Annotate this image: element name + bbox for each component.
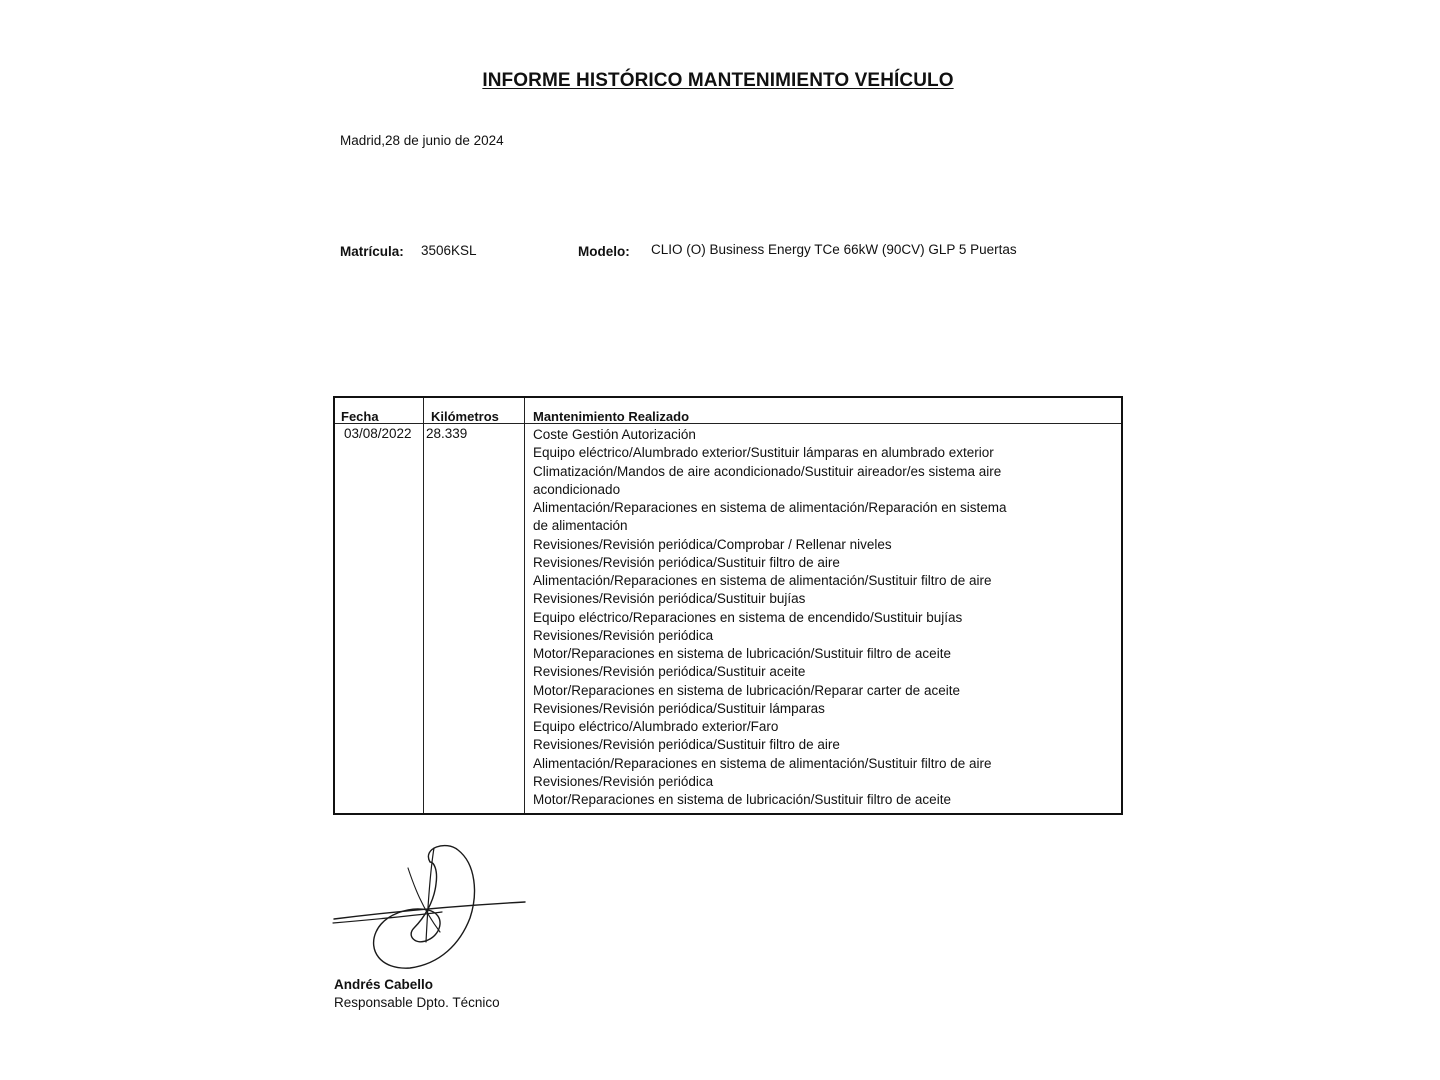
cell-km: 28.339 <box>426 426 468 441</box>
signatory-role: Responsable Dpto. Técnico <box>334 995 500 1010</box>
maintenance-item: Revisiones/Revisión periódica/Comprobar / Rellenar niveles <box>533 536 892 552</box>
maintenance-item: Equipo eléctrico/Alumbrado exterior/Sustituir lámparas en alumbrado exterior <box>533 445 994 461</box>
maintenance-item: Revisiones/Revisión periódica/Sustituir filtro de aire <box>533 737 840 753</box>
signatory-name: Andrés Cabello <box>334 977 434 992</box>
plate-value: 3506KSL <box>421 243 477 258</box>
maintenance-item: acondicionado <box>533 481 621 497</box>
maintenance-item: Coste Gestión Autorización <box>533 427 696 442</box>
handwritten-signature <box>330 842 530 972</box>
maintenance-item: Motor/Reparaciones en sistema de lubricación/Sustituir filtro de aceite <box>533 646 951 661</box>
header-km: Kilómetros <box>431 409 499 424</box>
maintenance-item: Revisiones/Revisión periódica <box>533 627 714 643</box>
maintenance-items-list <box>533 426 1023 809</box>
maintenance-item: Revisiones/Revisión periódica/Sustituir aceite <box>533 664 806 680</box>
maintenance-item: Revisiones/Revisión periódica/Sustituir lámparas <box>533 700 825 716</box>
maintenance-item: Alimentación/Reparaciones en sistema de alimentación/Reparación en sistema <box>533 500 1007 515</box>
maintenance-item: de alimentación <box>533 518 628 534</box>
header-date: Fecha <box>341 409 379 424</box>
maintenance-item: Motor/Reparaciones en sistema de lubricación/Sustituir filtro de aceite <box>533 792 951 807</box>
place-date: Madrid,28 de junio de 2024 <box>340 133 504 148</box>
maintenance-item: Equipo eléctrico/Reparaciones en sistema de encendido/Sustituir bujías <box>533 609 963 625</box>
maintenance-item: Equipo eléctrico/Alumbrado exterior/Faro <box>533 719 779 734</box>
column-divider <box>423 398 424 813</box>
maintenance-item: Revisiones/Revisión periódica/Sustituir filtro de aire <box>533 554 840 570</box>
maintenance-item: Alimentación/Reparaciones en sistema de alimentación/Sustituir filtro de aire <box>533 573 992 588</box>
column-divider <box>524 398 525 813</box>
maintenance-item: Revisiones/Revisión periódica/Sustituir bujías <box>533 591 806 607</box>
header-maintenance: Mantenimiento Realizado <box>533 409 690 424</box>
maintenance-item: Motor/Reparaciones en sistema de lubricación/Reparar carter de aceite <box>533 682 960 698</box>
document-title: INFORME HISTÓRICO MANTENIMIENTO VEHÍCULO <box>482 70 954 91</box>
plate-label: Matrícula: <box>340 244 404 259</box>
cell-date: 03/08/2022 <box>344 426 412 441</box>
maintenance-item: Climatización/Mandos de aire acondicionado/Sustituir aireador/es sistema aire <box>533 463 1002 479</box>
maintenance-table <box>333 396 1123 815</box>
model-label: Modelo: <box>578 244 630 259</box>
maintenance-item: Alimentación/Reparaciones en sistema de alimentación/Sustituir filtro de aire <box>533 755 992 771</box>
maintenance-item: Revisiones/Revisión periódica <box>533 773 714 789</box>
model-value: CLIO (O) Business Energy TCe 66kW (90CV) GLP 5 Puertas <box>651 242 1017 257</box>
